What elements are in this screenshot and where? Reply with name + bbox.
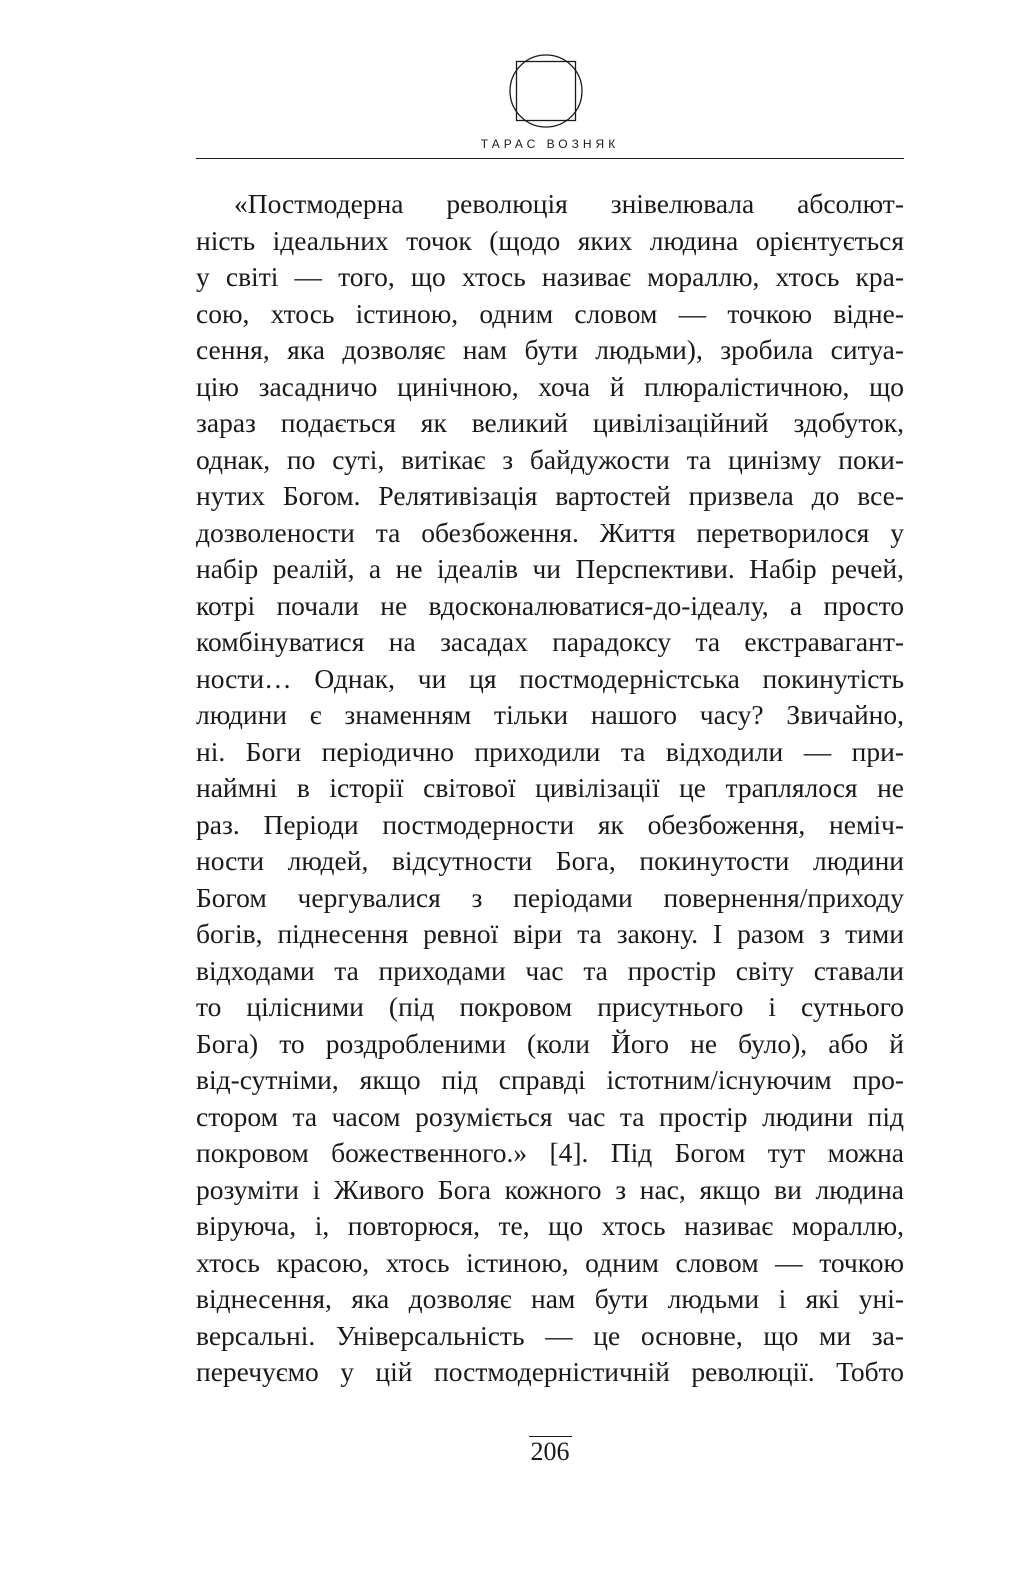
text-line: версальні. Універсальність — це основне, що ми за-: [196, 1319, 904, 1351]
text-line: зараз подається як великий цивілізаційний здобуток,: [196, 407, 904, 438]
text-line: богів, піднесення ревної віри та закону. І разом з тими: [196, 918, 904, 949]
text-line: ність ідеальних точок (щодо яких людина орієнтується: [196, 224, 904, 256]
text-line: нутих Богом. Релятивізація вартостей призвела до все-: [196, 480, 904, 511]
text-line: від-сутніми, якщо під справді істотним/існуючим про-: [196, 1064, 904, 1095]
page-number: [196, 1436, 904, 1468]
text-line: віруюча, і, повторюся, те, що хтось називає мораллю,: [196, 1210, 904, 1241]
text-line: ности людей, відсутности Бога, покинутости людини: [196, 845, 904, 876]
text-line: наймні в історії світової цивілізації це траплялося не: [196, 772, 904, 803]
text-line: людини є знаменням тільки нашого часу? Звичайно,: [196, 699, 904, 730]
text-line: перечуємо у цій постмодерністичній революції. Тобто: [196, 1356, 904, 1387]
text-line: Богом чергувалися з періодами повернення/приходу: [196, 881, 904, 913]
text-line: то цілісними (під покровом присутнього і сутнього: [196, 991, 904, 1022]
page-number-value: 206: [530, 1437, 570, 1466]
text-line: раз. Періоди постмодерности як обезбоження, неміч-: [196, 808, 904, 840]
text-line: відходами та приходами час та простір світу ставали: [196, 954, 904, 986]
text-line: дозволености та обезбоження. Життя перетворилося у: [196, 516, 904, 548]
text-line: «Постмодерна революція знівелювала абсолют-: [234, 188, 904, 219]
text-line: розуміти і Живого Бога кожного з нас, якщо ви людина: [196, 1173, 904, 1205]
text-line: цію засадничо цинічною, хоча й плюралістичною, що: [196, 370, 904, 402]
text-line: комбінуватися на засадах парадоксу та екстравагант-: [196, 626, 904, 657]
body-text: [196, 186, 904, 1391]
text-line: сення, яка дозволяє нам бути людьми), зробила ситуа-: [196, 334, 904, 365]
text-line: однак, по суті, витікає з байдужости та цинізму поки-: [196, 443, 904, 475]
text-line: ности… Однак, чи ця постмодерністська покинутість: [196, 662, 904, 694]
circle-square-emblem-icon: [508, 48, 584, 134]
text-line: Бога) то роздробленими (коли Його не було), або й: [196, 1027, 904, 1059]
text-line: віднесення, яка дозволяє нам бути людьми і які уні-: [196, 1283, 904, 1314]
text-line: сою, хтось істиною, одним словом — точкою відне-: [196, 297, 904, 329]
text-line: набір реалій, а не ідеалів чи Перспективи. Набір речей,: [196, 553, 904, 584]
header-divider: [196, 158, 904, 159]
text-line: у світі — того, що хтось називає мораллю, хтось кра-: [196, 261, 904, 292]
text-line: ні. Боги періодично приходили та відходили — при-: [196, 735, 904, 767]
text-line: покровом божественного.» [4]. Під Богом тут можна: [196, 1137, 904, 1168]
text-line: котрі почали не вдосконалюватися-до-ідеалу, а просто: [196, 589, 904, 621]
running-head: ТАРАС ВОЗНЯК: [480, 137, 620, 151]
text-line: хтось красою, хтось істиною, одним словом — точкою: [196, 1246, 904, 1278]
text-line: стором та часом розуміється час та простір людини під: [196, 1100, 904, 1132]
